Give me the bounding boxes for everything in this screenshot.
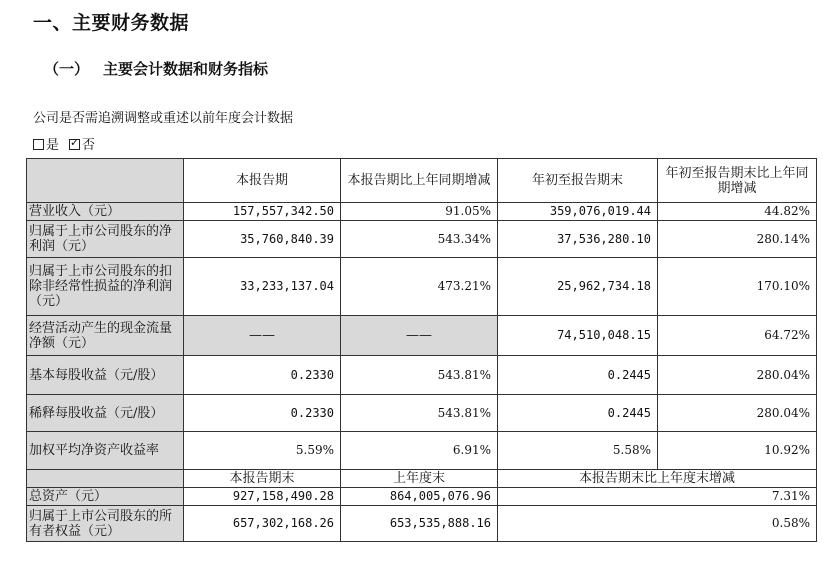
cell-value: 473.21% [341,258,498,316]
table-row [27,395,817,432]
header-current-yoy: 本报告期比上年同期增减 [341,159,498,203]
cell-value: 359,076,019.44 [498,203,658,221]
financial-data-table [26,158,817,542]
header-ytd: 年初至报告期末 [498,159,658,203]
table-row [27,316,817,356]
restatement-answer [33,134,95,153]
cell-value: 280.04% [658,395,817,432]
cell-value: 0.2330 [184,356,341,395]
cell-value: 10.92% [658,432,817,470]
cell-value: 91.05% [341,203,498,221]
cell-value: 33,233,137.04 [184,258,341,316]
header-ytd-yoy: 年初至报告期末比上年同期增减 [658,159,817,203]
header-current-period: 本报告期 [184,159,341,203]
cell-value: 657,302,168.26 [184,506,341,542]
cell-value: 5.59% [184,432,341,470]
row-label: 营业收入（元） [27,203,184,221]
cell-value: 74,510,048.15 [498,316,658,356]
cell-value: 44.82% [658,203,817,221]
cell-value: 7.31% [498,488,817,506]
cell-value: —— [184,316,341,356]
checkbox-yes[interactable] [33,139,44,150]
header-change: 本报告期末比上年度末增减 [498,470,817,488]
header-row-balance [27,470,817,488]
cell-value: —— [341,316,498,356]
cell-value: 543.34% [341,221,498,258]
table-row [27,258,817,316]
header-period-end: 本报告期末 [184,470,341,488]
table-row [27,203,817,221]
cell-value: 5.58% [498,432,658,470]
table-row [27,356,817,395]
cell-value: 280.14% [658,221,817,258]
header-row [27,159,817,203]
cell-value: 543.81% [341,356,498,395]
header-corner [27,470,184,488]
cell-value: 64.72% [658,316,817,356]
subsection-title: 主要会计数据和财务指标 [103,60,269,78]
cell-value: 0.2445 [498,395,658,432]
row-label: 基本每股收益（元/股） [27,356,184,395]
row-label: 经营活动产生的现金流量净额（元） [27,316,184,356]
row-label: 稀释每股收益（元/股） [27,395,184,432]
cell-value: 653,535,888.16 [341,506,498,542]
row-label: 加权平均净资产收益率 [27,432,184,470]
cell-value: 157,557,342.50 [184,203,341,221]
table-row [27,432,817,470]
subsection-heading [44,58,268,79]
section-heading: 一、主要财务数据 [33,12,190,34]
table-row [27,488,817,506]
label-yes: 是 [46,138,60,153]
cell-value: 170.10% [658,258,817,316]
cell-value: 864,005,076.96 [341,488,498,506]
checkbox-no[interactable] [69,139,80,150]
row-label: 归属于上市公司股东的净利润（元） [27,221,184,258]
cell-value: 35,760,840.39 [184,221,341,258]
row-label: 总资产（元） [27,488,184,506]
row-label: 归属于上市公司股东的扣除非经常性损益的净利润（元） [27,258,184,316]
cell-value: 0.2445 [498,356,658,395]
subsection-number: （一） [44,60,90,78]
cell-value: 37,536,280.10 [498,221,658,258]
row-label: 归属于上市公司股东的所有者权益（元） [27,506,184,542]
table-row [27,506,817,542]
table-row [27,221,817,258]
cell-value: 25,962,734.18 [498,258,658,316]
cell-value: 0.2330 [184,395,341,432]
cell-value: 0.58% [498,506,817,542]
header-prior-year-end: 上年度末 [341,470,498,488]
cell-value: 6.91% [341,432,498,470]
restatement-question: 公司是否需追溯调整或重述以前年度会计数据 [33,111,294,126]
header-corner [27,159,184,203]
cell-value: 543.81% [341,395,498,432]
cell-value: 927,158,490.28 [184,488,341,506]
cell-value: 280.04% [658,356,817,395]
label-no: 否 [82,138,96,153]
